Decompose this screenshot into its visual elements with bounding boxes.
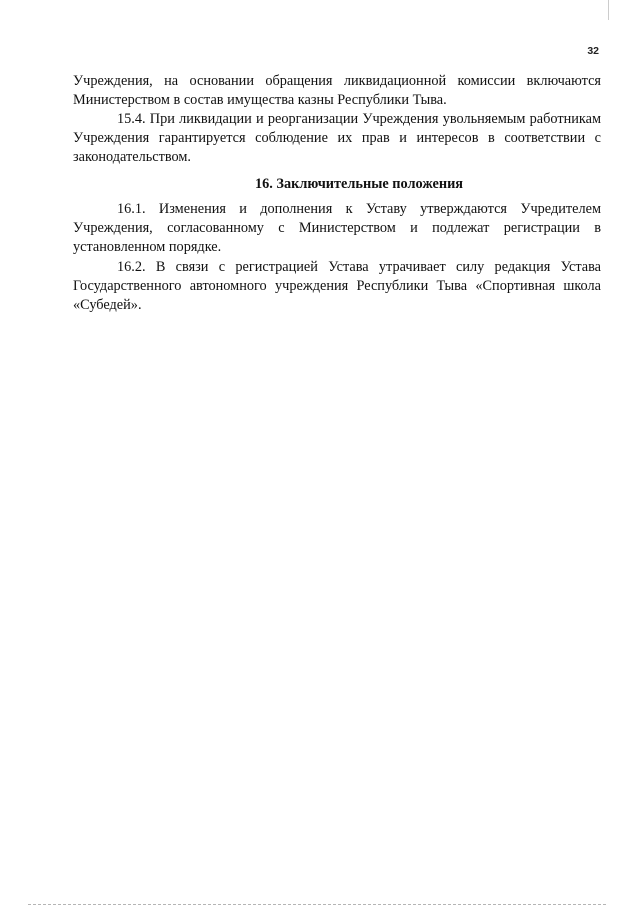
- scan-edge-mark: [608, 0, 609, 20]
- paragraph-continuation: Учреждения, на основании обращения ликвидационной комиссии включаются Министерством в состав имущества казны Республики Тыва.: [73, 73, 601, 109]
- paragraph-15-4: 15.4. При ликвидации и реорганизации Учреждения увольняемым работникам Учреждения гарантируется соблюдение их прав и интересов в соответствии с законодательством.: [73, 111, 601, 166]
- paragraph-16-1: 16.1. Изменения и дополнения к Уставу утверждаются Учредителем Учреждения, согласованному с Министерством и подлежат регистрации в установленном порядке.: [73, 201, 601, 256]
- paragraph-16-2: 16.2. В связи с регистрацией Устава утрачивает силу редакция Устава Государственного автономного учреждения Республики Тыва «Спортивная школа «Субедей».: [73, 259, 601, 314]
- section-heading: 16. Заключительные положения: [254, 176, 464, 192]
- page-number: 32: [587, 45, 599, 57]
